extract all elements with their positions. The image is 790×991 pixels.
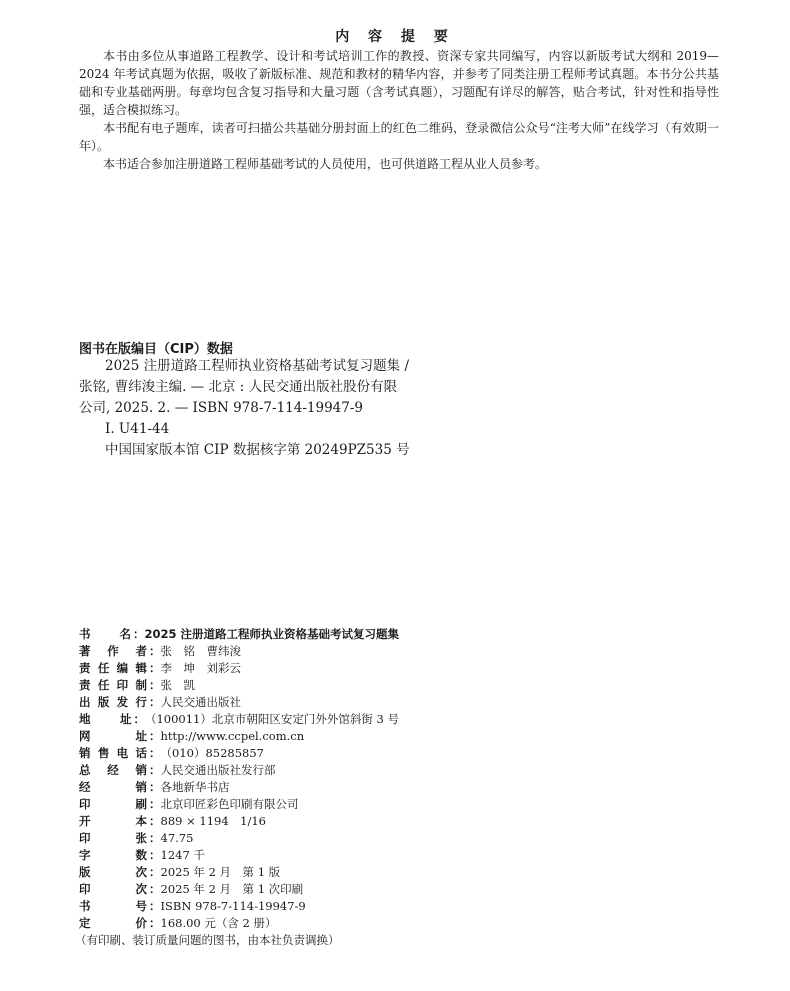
info-value: ISBN 978-7-114-19947-9 — [160, 899, 306, 913]
publication-info — [75, 626, 399, 949]
info-key: 责任编辑 — [79, 661, 147, 675]
info-value: http://www.ccpel.com.cn — [160, 729, 305, 743]
summary-body — [79, 47, 719, 173]
info-row-printer: 印刷 ： 北京印匠彩色印刷有限公司 — [79, 797, 299, 811]
info-row-general-distributor: 总经销 ： 人民交通出版社发行部 — [79, 763, 276, 777]
info-row-website: 网址 ： http://www.ccpel.com.cn — [79, 729, 305, 743]
info-row-sheets: 印张 ： 47.75 — [79, 831, 194, 845]
info-key: 书名 — [79, 627, 131, 641]
summary-paragraph: 本书配有电子题库，读者可扫描公共基础分册封面上的红色二维码，登录微信公众号“注考大师”在线学习（有效期一年）。 — [79, 121, 719, 153]
info-key: 出版发行 — [79, 695, 147, 709]
info-value: （100011）北京市朝阳区安定门外外馆斜街 3 号 — [144, 712, 399, 726]
info-row-edition: 版次 ： 2025 年 2 月 第 1 版 — [79, 865, 281, 879]
info-value: （010）85285857 — [160, 746, 264, 760]
info-value: 张 铭 曹纬浚 — [160, 644, 241, 658]
cip-author-line: 张铭, 曹纬浚主编. — 北京 : 人民交通出版社股份有限 — [79, 379, 398, 395]
info-value: 47.75 — [160, 831, 194, 845]
info-key: 网址 — [79, 729, 147, 743]
info-value: 各地新华书店 — [160, 780, 230, 794]
cip-title-line: 2025 注册道路工程师执业资格基础考试复习题集 / — [105, 358, 409, 374]
info-value: 2025 年 2 月 第 1 版 — [160, 865, 281, 879]
summary-paragraph: 本书适合参加注册道路工程师基础考试的人员使用，也可供道路工程从业人员参考。 — [103, 157, 548, 171]
info-value: 2025 注册道路工程师执业资格基础考试复习题集 — [144, 627, 399, 641]
cip-classification-line: Ⅰ. U41-44 — [105, 421, 170, 437]
info-row-impression: 印次 ： 2025 年 2 月 第 1 次印刷 — [79, 882, 304, 896]
info-row-distributor: 经销 ： 各地新华书店 — [79, 780, 230, 794]
info-key: 定价 — [79, 916, 147, 930]
cip-publisher-line: 公司, 2025. 2. — ISBN 978-7-114-19947-9 — [79, 400, 363, 416]
info-row-printing-supervisor: 责任印制 ： 张 凯 — [79, 678, 195, 692]
info-key: 版次 — [79, 865, 147, 879]
info-value: 李 坤 刘彩云 — [160, 661, 241, 675]
info-row-publisher: 出版发行 ： 人民交通出版社 — [79, 695, 241, 709]
info-key: 印张 — [79, 831, 147, 845]
info-row-format: 开本 ： 889 × 1194 1/16 — [79, 814, 266, 828]
info-row-author: 著作者 ： 张 铭 曹纬浚 — [79, 644, 241, 658]
info-value: 人民交通出版社发行部 — [160, 763, 276, 777]
summary-paragraph: 本书由多位从事道路工程教学、设计和考试培训工作的教授、资深专家共同编写，内容以新版考试大纲和 2019—2024 年考试真题为依据，吸收了新版标准、规范和教材的精华内容，并参考了同类注册工程师考试真题。本书分公共基础和专业基础两册。每章均包含复习指导和大量习题（含考试真题），习题配有详尽的解答，贴合考试，针对性和指导性强，适合模拟练习。 — [79, 49, 719, 117]
info-value: 1247 千 — [160, 848, 205, 862]
info-value: 889 × 1194 1/16 — [160, 814, 266, 828]
quality-note: （有印刷、装订质量问题的图书，由本社负责调换） — [75, 933, 340, 947]
info-row-price: 定价 ： 168.00 元（含 2 册） — [79, 916, 277, 930]
info-key: 印次 — [79, 882, 147, 896]
cip-data-block — [79, 356, 439, 461]
info-row-word-count: 字数 ： 1247 千 — [79, 848, 205, 862]
info-key: 书号 — [79, 899, 147, 913]
info-key: 印刷 — [79, 797, 147, 811]
cip-heading: 图书在版编目（CIP）数据 — [79, 342, 233, 357]
info-key: 著作者 — [79, 644, 147, 658]
summary-title: 内 容 提 要 — [335, 29, 455, 45]
info-row-editor: 责任编辑 ： 李 坤 刘彩云 — [79, 661, 241, 675]
info-value: 北京印匠彩色印刷有限公司 — [160, 797, 299, 811]
info-row-isbn: 书号 ： ISBN 978-7-114-19947-9 — [79, 899, 306, 913]
info-value: 张 凯 — [160, 678, 195, 692]
info-row-sales-phone: 销售电话 ： （010）85285857 — [79, 746, 264, 760]
info-key: 销售电话 — [79, 746, 147, 760]
info-row-address: 地址 ： （100011）北京市朝阳区安定门外外馆斜街 3 号 — [79, 712, 399, 726]
info-key: 总经销 — [79, 763, 147, 777]
info-row-title: 书名 ： 2025 注册道路工程师执业资格基础考试复习题集 — [79, 627, 399, 641]
info-value: 168.00 元（含 2 册） — [160, 916, 277, 930]
info-key: 字数 — [79, 848, 147, 862]
info-value: 人民交通出版社 — [160, 695, 241, 709]
info-key: 开本 — [79, 814, 147, 828]
info-value: 2025 年 2 月 第 1 次印刷 — [160, 882, 304, 896]
info-key: 责任印制 — [79, 678, 147, 692]
info-key: 经销 — [79, 780, 147, 794]
info-key: 地址 — [79, 712, 132, 726]
cip-record-number-line: 中国国家版本馆 CIP 数据核字第 20249PZ535 号 — [105, 442, 410, 458]
